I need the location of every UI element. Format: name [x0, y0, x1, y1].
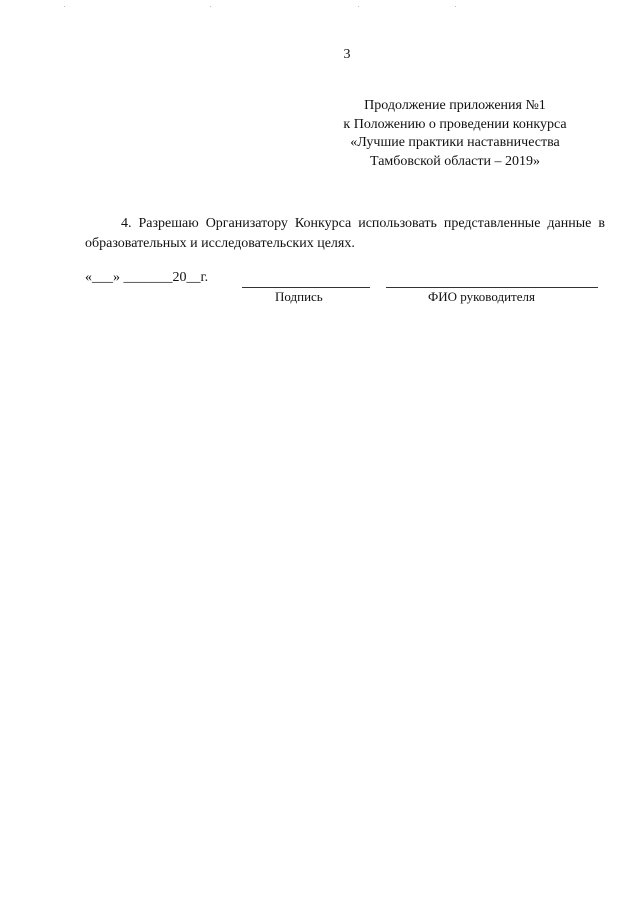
scan-speck: [64, 6, 65, 7]
appendix-header-line: Продолжение приложения №1: [364, 98, 546, 113]
signature-caption: Подпись: [275, 289, 323, 304]
date-field: «___» _______20__г.: [85, 270, 209, 285]
signature-line: [242, 287, 370, 288]
appendix-header-line: «Лучшие практики наставничества: [350, 135, 560, 150]
appendix-header-line: Тамбовской области – 2019»: [369, 153, 541, 169]
name-line: [386, 287, 598, 288]
page-number: 3: [343, 47, 351, 62]
scan-speck: [358, 6, 359, 7]
clause-paragraph: 4. Разрешаю Организатору Конкурса использовать представленные данные в образовательных и исследовательских целях.: [85, 216, 605, 251]
appendix-header: [324, 97, 586, 171]
appendix-header-line: к Положению о проведении конкурса: [343, 116, 567, 132]
scan-speck: [210, 6, 211, 7]
name-caption: ФИО руководителя: [428, 289, 535, 304]
scan-speck: [455, 6, 456, 7]
